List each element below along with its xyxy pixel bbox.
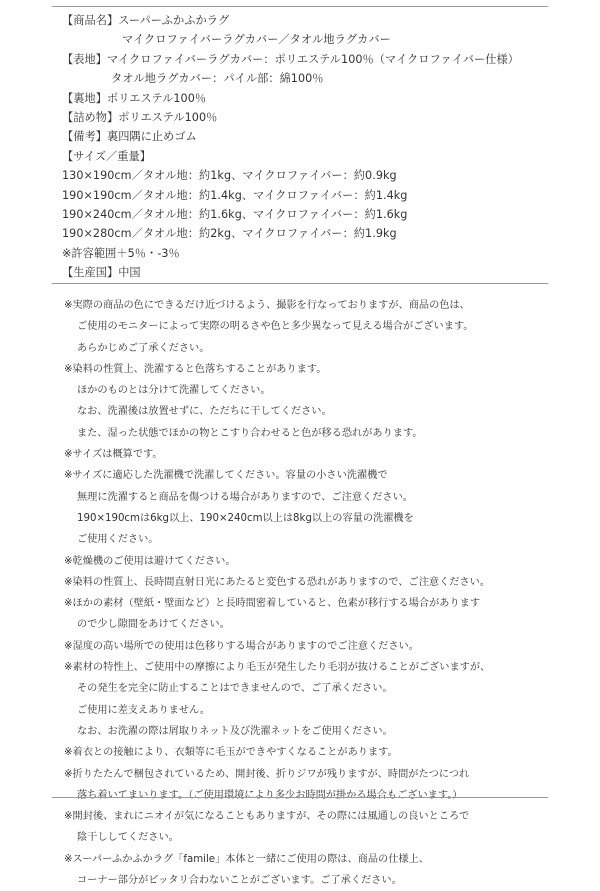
note-continuation-line: あらかじめご了承ください。	[77, 342, 210, 354]
note-item: ※染料の性質上、洗濯すると色落ちすることがあります。	[64, 363, 327, 375]
note-item: ※着衣との接触により、衣類等に毛玉ができやすくなることがあります。	[64, 747, 398, 759]
note-continuation-line: 190×190cmは6kg以上、190×240cm以上は8kg以上の容量の洗濯機を	[77, 512, 414, 524]
spec-line: 【生産国】中国	[62, 266, 141, 280]
note-continuation-line: 陰干ししてください。	[77, 832, 179, 844]
note-item: ※実際の商品の色にできるだけ近づけるよう、撮影を行なっておりますが、商品の色は、	[64, 300, 470, 311]
note-continuation-line: ので少し隙間をあけてください。	[77, 619, 230, 631]
note-item: ※折りたたんで梱包されているため、開封後、折りジワが残りますが、時間がたつにつれ	[64, 768, 470, 780]
note-continuation-line: コーナー部分がピッタリ合わないことがございます。ご了承ください。	[77, 875, 402, 887]
spec-line: 【詰め物】ポリエステル100％	[62, 110, 218, 124]
note-item: ※素材の特性上、ご使用中の摩擦により毛玉が発生したり毛羽が抜けることがございますが、	[64, 662, 491, 674]
note-continuation-line: また、湿った状態でほかの物とこすり合わせると色が移る恐れがあります。	[77, 427, 423, 439]
spec-line: 【表地】マイクロファイバーラグカバー：ポリエステル100％（マイクロファイバー仕様）	[62, 52, 519, 66]
note-continuation-line: 無理に洗濯すると商品を傷つける場合がありますので、ご注意ください。	[77, 491, 413, 503]
note-item: ※ほかの素材（壁紙・壁面など）と長時間密着していると、色素が移行する場合があります	[64, 598, 481, 610]
note-item: ※スーパーふかふかラグ「famile」本体と一緒にご使用の際は、商品の仕様上、	[64, 853, 429, 865]
note-item: ※開封後、まれにニオイが気になることもありますが、その際には風通しの良いところで	[64, 811, 470, 823]
spec-line: タオル地ラグカバー：パイル部：綿100％	[111, 72, 324, 86]
spec-line: 190×240cm／タオル地：約1.6kg、マイクロファイバー：約1.6kg	[62, 207, 408, 221]
spec-line: 【備考】裏四隅に止めゴム	[62, 130, 197, 144]
spec-line: 130×190cm／タオル地：約1kg、マイクロファイバー：約0.9kg	[62, 169, 397, 183]
note-item: ※乾燥機のご使用は避けてください。	[64, 555, 236, 567]
note-continuation-line: ご使用のモニターによって実際の明るさや色と多少異なって見える場合がございます。	[77, 321, 474, 333]
spec-line: マイクロファイバーラグカバー／タオル地ラグカバー	[122, 33, 391, 47]
spec-line: 190×280cm／タオル地：約2kg、マイクロファイバー：約1.9kg	[62, 227, 397, 241]
care-notes-section	[64, 295, 548, 891]
note-continuation-line: なお、洗濯後は放置せずに、ただちに干してください。	[77, 406, 332, 418]
note-continuation-line: ほかのものとは分けて洗濯してください。	[77, 385, 271, 397]
note-item: ※湿度の高い場所での使用は色移りする場合がありますのでご注意ください。	[64, 640, 419, 652]
spec-line: 190×190cm／タオル地：約1.4kg、マイクロファイバー：約1.4kg	[62, 188, 408, 202]
note-item: ※サイズは概算です。	[64, 449, 163, 461]
top-divider	[52, 6, 548, 7]
note-continuation-line: ご使用に差支えありません。	[77, 704, 211, 716]
note-continuation-line: その発生を完全に防止することはできませんので、ご了承ください。	[77, 683, 393, 695]
note-continuation-line: なお、お洗濯の際は屑取りネット及び洗濯ネットをご使用ください。	[77, 725, 393, 737]
spec-line: 【裏地】ポリエステル100％	[62, 91, 207, 105]
spec-line: 【サイズ／重量】	[62, 149, 152, 163]
note-continuation-line: 落ち着いてまいります。（ご使用環境により多少お時間が掛かる場合もございます。）	[77, 789, 463, 801]
spec-line: ※許容範囲＋5％・-3％	[62, 246, 180, 260]
bottom-divider	[52, 797, 548, 798]
note-continuation-line: ご使用ください。	[77, 534, 159, 546]
section-divider	[52, 283, 548, 284]
note-item: ※染料の性質上、長時間直射日光にあたると変色する恐れがありますので、ご注意ください。	[64, 576, 491, 588]
product-spec-section	[62, 11, 548, 282]
note-item: ※サイズに適応した洗濯機で洗濯してください。容量の小さい洗濯機で	[64, 470, 388, 482]
spec-line: 【商品名】スーパーふかふかラグ	[62, 14, 230, 27]
